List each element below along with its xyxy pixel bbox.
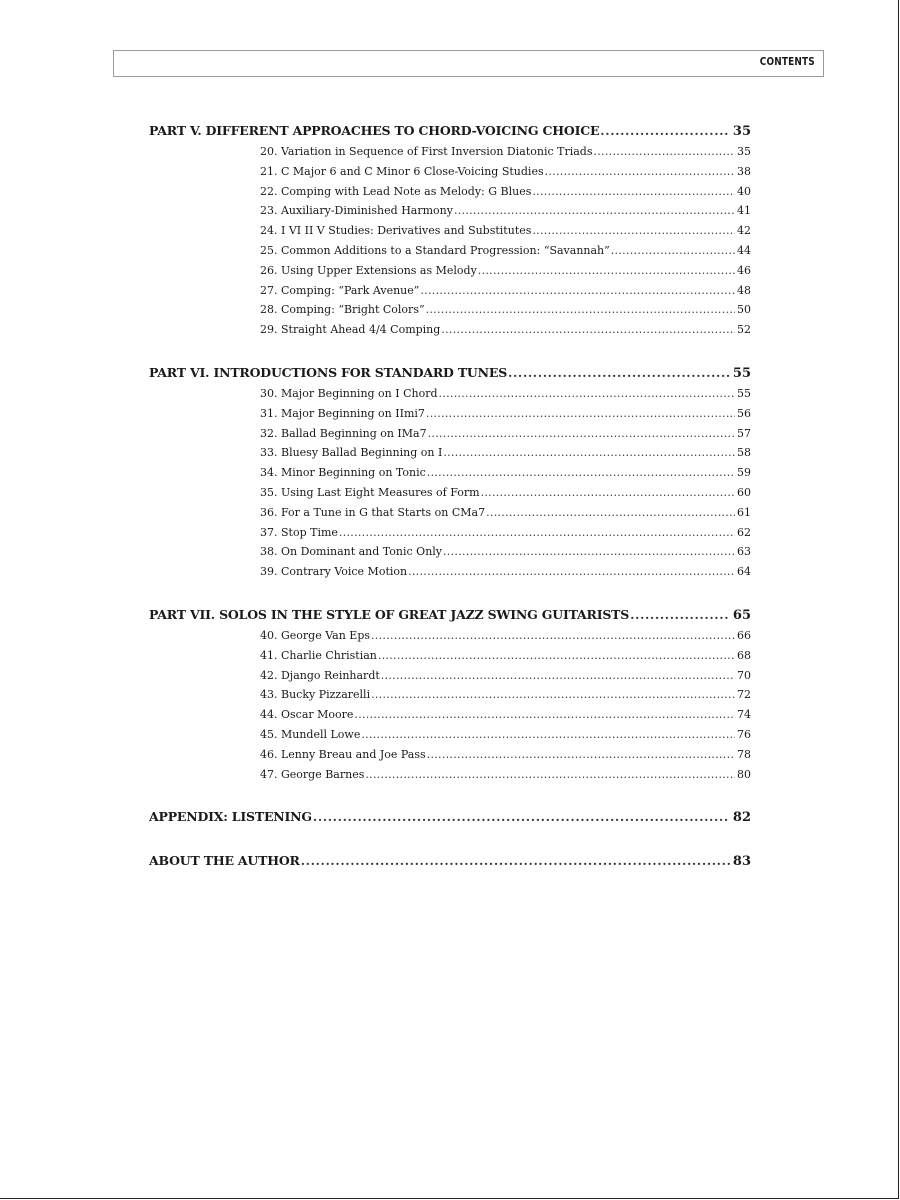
toc-part-v [149,120,751,340]
toc-entry[interactable] [260,443,751,463]
part-page-number: 55 [732,365,751,381]
dot-leader [426,300,735,320]
dot-leader [443,542,735,562]
entry-page-number: 55 [737,386,751,400]
dot-leader [611,241,735,261]
part-title: ABOUT THE AUTHOR [149,853,300,869]
entry-page-number: 61 [737,505,751,519]
dot-leader [481,483,735,503]
entry-page-number: 48 [737,283,751,297]
dot-leader [371,685,735,705]
entry-title: 32. Ballad Beginning on IMa7 [260,426,427,440]
entry-page-number: 41 [737,204,751,218]
toc-entry[interactable] [260,705,751,725]
entry-title: 42. Django Reinhardt [260,668,380,682]
dot-leader [354,705,735,725]
part-title: PART VII. SOLOS IN THE STYLE OF GREAT JAZZ SWING GUITARISTS [149,606,630,622]
entry-page-number: 68 [737,648,751,662]
toc-entry[interactable] [260,523,751,543]
toc-part-vi [149,362,751,582]
entry-title: 31. Major Beginning on IImi7 [260,406,425,420]
table-of-contents [149,120,751,894]
dot-leader [630,604,730,626]
entry-title: 27. Comping: “Park Avenue” [260,283,420,297]
dot-leader [408,562,735,582]
entry-title: 38. On Dominant and Tonic Only [260,545,443,559]
entry-title: 34. Minor Beginning on Tonic [260,466,426,480]
entry-page-number: 80 [737,767,751,781]
entry-page-number: 62 [737,525,751,539]
dot-leader [428,424,735,444]
entry-page-number: 70 [737,668,751,682]
toc-entry[interactable] [260,542,751,562]
dot-leader [454,201,735,221]
toc-entry[interactable] [260,562,751,582]
entry-title: 39. Contrary Voice Motion [260,565,408,579]
entry-title: 44. Oscar Moore [260,708,354,722]
chapter-list [260,626,751,784]
dot-leader [478,261,735,281]
entry-page-number: 60 [737,485,751,499]
entry-page-number: 76 [737,727,751,741]
dot-leader [532,182,735,202]
toc-entry[interactable] [260,201,751,221]
entry-page-number: 64 [737,565,751,579]
part-heading[interactable] [149,604,751,626]
dot-leader [439,384,735,404]
dot-leader [443,443,735,463]
toc-entry[interactable] [260,384,751,404]
toc-entry[interactable] [260,626,751,646]
toc-entry[interactable] [260,685,751,705]
dot-leader [301,850,730,872]
toc-entry[interactable] [260,261,751,281]
dot-leader [545,162,735,182]
part-heading[interactable] [149,806,751,828]
part-title: PART V. DIFFERENT APPROACHES TO CHORD-VOICING CHOICE [149,123,600,138]
dot-leader [426,404,735,424]
toc-entry[interactable] [260,765,751,785]
entry-title: 36. For a Tune in G that Starts on CMa7 [260,505,486,519]
toc-entry[interactable] [260,221,751,241]
entry-page-number: 72 [737,688,751,702]
toc-appendix [149,806,751,828]
toc-entry[interactable] [260,281,751,301]
dot-leader [427,463,735,483]
entry-title: 29. Straight Ahead 4/4 Comping [260,323,441,337]
toc-entry[interactable] [260,725,751,745]
entry-page-number: 46 [737,263,751,277]
dot-leader [371,626,735,646]
entry-title: 33. Bluesy Ballad Beginning on I [260,446,443,460]
toc-entry[interactable] [260,503,751,523]
part-heading[interactable] [149,120,751,142]
part-title: PART VI. INTRODUCTIONS FOR STANDARD TUNES [149,364,508,380]
header-title: CONTENTS [759,56,815,68]
entry-title: 43. Bucky Pizzarelli [260,688,371,702]
entry-page-number: 52 [737,323,751,337]
entry-page-number: 66 [737,628,751,642]
part-page-number: 83 [732,854,751,870]
dot-leader [378,646,735,666]
entry-page-number: 50 [737,303,751,317]
entry-page-number: 38 [737,164,751,178]
entry-title: 23. Auxiliary-Diminished Harmony [260,204,453,218]
entry-title: 30. Major Beginning on I Chord [260,386,438,400]
toc-about-author [149,850,751,872]
entry-page-number: 40 [737,184,751,198]
part-heading[interactable] [149,362,751,384]
entry-page-number: 59 [737,466,751,480]
entry-title: 40. George Van Eps [260,628,371,642]
entry-page-number: 35 [737,145,751,158]
entry-page-number: 42 [737,224,751,238]
entry-title: 46. Lenny Breau and Joe Pass [260,747,426,761]
entry-title: 21. C Major 6 and C Minor 6 Close-Voicing Studies [260,164,544,178]
toc-entry[interactable] [260,404,751,424]
chapter-list [260,384,751,582]
entry-title: 25. Common Additions to a Standard Progression: “Savannah” [260,243,610,257]
toc-entry[interactable] [260,162,751,182]
part-title: APPENDIX: LISTENING [149,809,312,825]
toc-entry[interactable] [260,646,751,666]
part-page-number: 82 [732,810,751,826]
dot-leader [600,120,730,142]
toc-entry[interactable] [260,483,751,503]
dot-leader [508,362,730,384]
toc-entry[interactable] [260,745,751,765]
entry-title: 45. Mundell Lowe [260,727,361,741]
toc-part-vii [149,604,751,784]
entry-page-number: 57 [737,426,751,440]
toc-entry[interactable] [260,666,751,686]
entry-title: 37. Stop Time [260,525,338,539]
dot-leader [420,281,735,301]
entry-page-number: 74 [737,708,751,722]
running-header [113,50,824,77]
entry-title: 20. Variation in Sequence of First Inversion Diatonic Triads [260,145,593,158]
dot-leader [427,745,735,765]
entry-page-number: 63 [737,545,751,559]
entry-title: 41. Charlie Christian [260,648,377,662]
dot-leader [313,806,730,828]
toc-entry[interactable] [260,463,751,483]
toc-entry[interactable] [260,241,751,261]
entry-title: 47. George Barnes [260,767,365,781]
entry-title: 35. Using Last Eight Measures of Form [260,485,480,499]
entry-page-number: 44 [737,243,751,257]
part-page-number: 35 [732,124,751,139]
dot-leader [365,765,735,785]
entry-page-number: 58 [737,446,751,460]
toc-entry[interactable] [260,424,751,444]
entry-title: 26. Using Upper Extensions as Melody [260,263,477,277]
dot-leader [339,523,735,543]
dot-leader [594,142,736,162]
dot-leader [532,221,735,241]
chapter-list [260,142,751,340]
dot-leader [486,503,735,523]
toc-entry[interactable] [260,300,751,320]
toc-entry[interactable] [260,182,751,202]
dot-leader [381,666,735,686]
entry-title: 22. Comping with Lead Note as Melody: G Blues [260,184,532,198]
toc-entry[interactable] [260,142,751,162]
entry-title: 28. Comping: “Bright Colors” [260,303,425,317]
entry-title: 24. I VI II V Studies: Derivatives and Substitutes [260,224,532,238]
entry-page-number: 56 [737,406,751,420]
part-heading[interactable] [149,850,751,872]
dot-leader [361,725,735,745]
toc-entry[interactable] [260,320,751,340]
entry-page-number: 78 [737,747,751,761]
dot-leader [441,320,735,340]
part-page-number: 65 [732,607,751,623]
